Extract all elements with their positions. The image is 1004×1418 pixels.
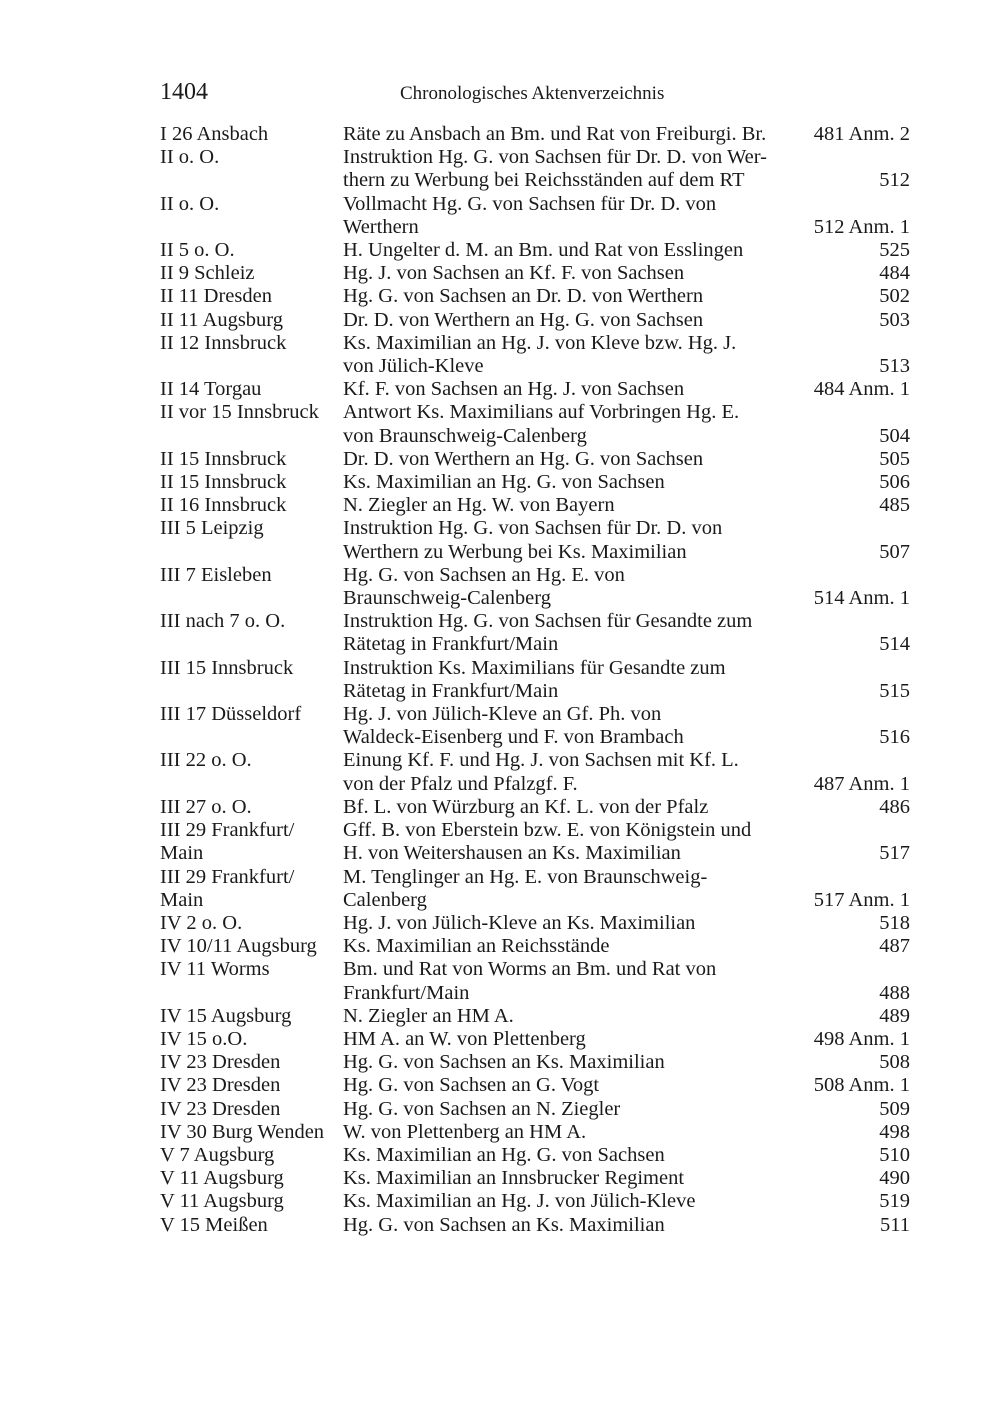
entry-row [160,517,910,563]
entry-row [160,285,910,308]
entry-date: II 15 Innsbruck [160,447,287,470]
entry-reference: 490 [879,1167,910,1190]
entry-description: N. Ziegler an Hg. W. von Bayern [343,494,615,517]
entry-row [160,123,910,146]
entry-date: IV 15 Augsburg [160,1004,292,1027]
entry-row [160,332,910,378]
entry-description: Hg. J. von Sachsen an Kf. F. von Sachsen [343,262,685,285]
entry-row [160,958,910,1004]
entry-row [160,146,910,192]
entry-date: IV 2 o. O. [160,911,243,934]
entry-description: Ks. Maximilian an Hg. J. von Jülich-Kleve [343,1190,696,1213]
entry-reference: 487 Anm. 1 [813,772,910,795]
entry-row [160,193,910,239]
entry-reference: 517 Anm. 1 [813,888,910,911]
entry-description: HM A. an W. von Plettenberg [343,1027,586,1050]
entry-date: V 11 Augsburg [160,1190,284,1213]
entry-date: II 15 Innsbruck [160,471,287,494]
entry-date: III 27 o. O. [160,795,252,818]
entry-reference: 511 [880,1213,910,1236]
page-number: 1404 [160,79,208,105]
entry-row [160,1005,910,1028]
entry-description: Einung Kf. F. und Hg. J. von Sachsen mit Kf. L. von der Pfalz und Pfalzgf. F. [343,749,739,795]
entry-reference: 489 [879,1004,910,1027]
entry-row [160,866,910,912]
entry-description: M. Tenglinger an Hg. E. von Braunschweig- Calenberg [343,865,708,911]
entry-date: III 7 Eisleben [160,563,272,586]
entry-reference: 505 [879,447,910,470]
entry-reference: 488 [879,981,910,1004]
entry-date: V 7 Augsburg [160,1143,275,1166]
entry-date: III 22 o. O. [160,749,252,772]
entry-row [160,1167,910,1190]
entry-row [160,401,910,447]
entry-row [160,749,910,795]
entry-description: Instruktion Hg. G. von Sachsen für Dr. D. von Wer- thern zu Werbung bei Reichsständen auf dem RT [343,146,768,192]
entry-date: V 15 Meißen [160,1213,268,1236]
entry-date: V 11 Augsburg [160,1167,284,1190]
entry-row [160,448,910,471]
entry-description: Hg. G. von Sachsen an Dr. D. von Werthern [343,285,704,308]
entry-description: Ks. Maximilian an Hg. G. von Sachsen [343,1143,665,1166]
entry-reference: 503 [879,308,910,331]
entry-reference: 506 [879,471,910,494]
entry-row [160,1190,910,1213]
entry-reference: 508 [879,1051,910,1074]
entry-reference: 504 [879,424,910,447]
entry-description: Ks. Maximilian an Reichsstände [343,935,610,958]
entry-row [160,657,910,703]
entry-description: Hg. J. von Jülich-Kleve an Gf. Ph. von Waldeck-Eisenberg und F. von Brambach [343,703,684,749]
entry-row [160,935,910,958]
entry-reference: 516 [879,726,910,749]
entry-reference: 498 Anm. 1 [813,1027,910,1050]
entry-description: Instruktion Hg. G. von Sachsen für Gesandte zum Rätetag in Frankfurt/Main [343,610,753,656]
entry-reference: 512 Anm. 1 [813,215,910,238]
entry-description: Antwort Ks. Maximilians auf Vorbringen Hg. E. von Braunschweig-Calenberg [343,401,740,447]
entry-list [160,123,910,1237]
entry-reference: 514 [879,633,910,656]
entry-description: Instruktion Ks. Maximilians für Gesandte zum Rätetag in Frankfurt/Main [343,656,726,702]
entry-row [160,471,910,494]
entry-reference: 502 [879,285,910,308]
entry-date: II vor 15 Innsbruck [160,401,319,424]
entry-description: Ks. Maximilian an Hg. J. von Kleve bzw. Hg. J. von Jülich-Kleve [343,331,737,378]
entry-date: IV 10/11 Augsburg [160,935,317,958]
entry-description: Gff. B. von Eberstein bzw. E. von Königstein und H. von Weitershausen an Ks. Maximilian [343,819,752,865]
entry-reference: 481 Anm. 2 [813,123,910,145]
entry-description: Hg. G. von Sachsen an Hg. E. von Braunschweig-Calenberg [343,563,625,610]
entry-reference: 484 Anm. 1 [813,378,910,401]
entry-date: IV 23 Dresden [160,1074,281,1097]
entry-row [160,703,910,749]
entry-reference: 484 [879,262,910,285]
entry-date: III 17 Düsseldorf [160,703,302,726]
entry-reference: 514 Anm. 1 [813,587,910,610]
entry-date: II 11 Dresden [160,285,272,308]
entry-description: Ks. Maximilian an Hg. G. von Sachsen [343,471,665,494]
entry-reference: 525 [879,239,910,262]
entry-row [160,494,910,517]
entry-description: Hg. J. von Jülich-Kleve an Ks. Maximilian [343,911,696,934]
entry-description: N. Ziegler an HM A. [343,1004,514,1027]
entry-description: Vollmacht Hg. G. von Sachsen für Dr. D. von Werthern [343,192,717,238]
entry-description: Räte zu Ansbach an Bm. und Rat von Freiburgi. Br. [343,123,767,145]
entry-description: Bm. und Rat von Worms an Bm. und Rat von Frankfurt/Main [343,958,717,1004]
entry-row [160,1028,910,1051]
entry-date: II 14 Torgau [160,378,262,401]
entry-row [160,1214,910,1237]
entry-reference: 507 [879,540,910,563]
entry-reference: 512 [879,169,910,192]
entry-row [160,796,910,819]
entry-date: II 9 Schleiz [160,262,255,285]
entry-row [160,912,910,935]
entry-description: Dr. D. von Werthern an Hg. G. von Sachsen [343,308,704,331]
entry-description: Dr. D. von Werthern an Hg. G. von Sachsen [343,447,704,470]
entry-date: III 5 Leipzig [160,517,264,540]
entry-reference: 509 [879,1097,910,1120]
entry-row [160,610,910,656]
entry-description: Hg. G. von Sachsen an Ks. Maximilian [343,1051,665,1074]
entry-row [160,1121,910,1144]
entry-reference: 515 [879,679,910,702]
entry-date: IV 11 Worms [160,958,270,981]
running-title: Chronologisches Aktenverzeichnis [400,83,665,104]
entry-reference: 486 [879,795,910,818]
entry-date: IV 15 o.O. [160,1027,248,1050]
entry-date: III nach 7 o. O. [160,610,286,633]
entry-row [160,262,910,285]
entry-row [160,1074,910,1097]
entry-date: III 29 Frankfurt/ Main [160,865,295,911]
entry-description: Instruktion Hg. G. von Sachsen für Dr. D. von Werthern zu Werbung bei Ks. Maximilian [343,517,723,563]
entry-date: II 11 Augsburg [160,308,283,331]
entry-row [160,1144,910,1167]
entry-row [160,309,910,332]
entry-date: I 26 Ansbach [160,123,269,145]
entry-row [160,239,910,262]
entry-row [160,819,910,865]
entry-date: III 29 Frankfurt/ Main [160,819,295,865]
entry-reference: 519 [879,1190,910,1213]
entry-reference: 487 [879,935,910,958]
entry-row [160,1098,910,1121]
entry-date: IV 30 Burg Wenden [160,1120,325,1143]
entry-description: Hg. G. von Sachsen an Ks. Maximilian [343,1213,665,1236]
entry-row [160,378,910,401]
entry-date: IV 23 Dresden [160,1097,281,1120]
entry-date: II o. O. [160,192,220,215]
entry-date: IV 23 Dresden [160,1051,281,1074]
entry-reference: 498 [879,1120,910,1143]
entry-reference: 510 [879,1143,910,1166]
entry-date: II o. O. [160,146,220,169]
entry-description: Ks. Maximilian an Innsbrucker Regiment [343,1167,685,1190]
entry-date: II 12 Innsbruck [160,331,287,354]
entry-description: Hg. G. von Sachsen an N. Ziegler [343,1097,621,1120]
entry-description: Bf. L. von Würzburg an Kf. L. von der Pfalz [343,795,709,818]
entry-date: III 15 Innsbruck [160,656,294,679]
entry-description: Hg. G. von Sachsen an G. Vogt [343,1074,600,1097]
entry-reference: 508 Anm. 1 [813,1074,910,1097]
entry-description: H. Ungelter d. M. an Bm. und Rat von Esslingen [343,239,744,262]
entry-reference: 485 [879,494,910,517]
entry-reference: 517 [879,842,910,865]
entry-date: II 5 o. O. [160,239,235,262]
entry-reference: 518 [879,911,910,934]
entry-reference: 513 [879,355,910,378]
entry-description: W. von Plettenberg an HM A. [343,1120,587,1143]
page-header [160,76,910,108]
entry-date: II 16 Innsbruck [160,494,287,517]
entry-row [160,564,910,610]
entry-description: Kf. F. von Sachsen an Hg. J. von Sachsen [343,378,685,401]
entry-row [160,1051,910,1074]
